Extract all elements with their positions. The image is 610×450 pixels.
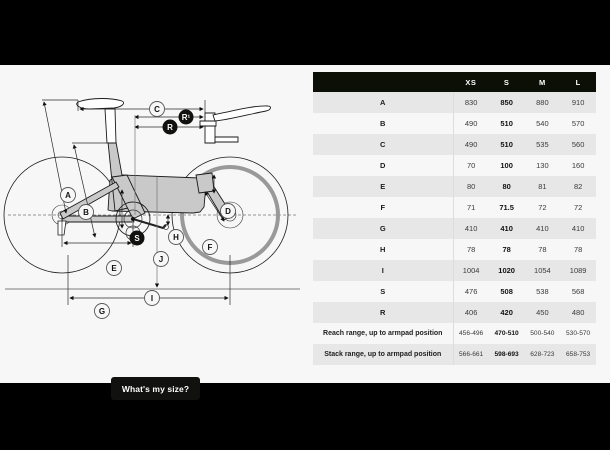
row-label: H [313, 239, 453, 260]
cell-s: 850 [489, 92, 525, 113]
svg-text:E: E [111, 264, 117, 274]
cell-s: 78 [489, 239, 525, 260]
row-label: A [313, 92, 453, 113]
cell-m: 500-540 [525, 323, 561, 344]
cell-s: 410 [489, 218, 525, 239]
column-header-s: S [489, 72, 525, 92]
content-area [0, 65, 610, 394]
cell-l: 78 [560, 239, 596, 260]
cell-xs: 456-496 [453, 323, 489, 344]
cell-xs: 80 [453, 176, 489, 197]
row-label: R [313, 302, 453, 323]
table-row [313, 302, 596, 323]
svg-text:C: C [154, 105, 160, 115]
table-header [313, 72, 596, 92]
row-label: S [313, 281, 453, 302]
cell-m: 538 [525, 281, 561, 302]
table-row [313, 344, 596, 365]
svg-text:J: J [158, 255, 164, 265]
svg-text:A: A [65, 191, 71, 201]
cell-m: 72 [525, 197, 561, 218]
cell-xs: 78 [453, 239, 489, 260]
cell-m: 540 [525, 113, 561, 134]
cell-l: 72 [560, 197, 596, 218]
svg-text:H: H [173, 233, 179, 243]
svg-text:G: G [98, 307, 106, 317]
cell-s: 1020 [489, 260, 525, 281]
column-header-m: M [525, 72, 561, 92]
cell-l: 530-570 [560, 323, 596, 344]
cell-s: 71.5 [489, 197, 525, 218]
cell-xs: 1004 [453, 260, 489, 281]
table-row [313, 176, 596, 197]
table-row [313, 218, 596, 239]
table-row [313, 134, 596, 155]
cell-s: 100 [489, 155, 525, 176]
table-row [313, 92, 596, 113]
table-row [313, 281, 596, 302]
row-label: E [313, 176, 453, 197]
svg-text:B: B [83, 208, 89, 218]
row-label: G [313, 218, 453, 239]
table-row [313, 239, 596, 260]
svg-text:R: R [167, 123, 173, 133]
bike-geometry-icon [0, 65, 305, 383]
table-body [313, 92, 596, 365]
cell-s: 470-510 [489, 323, 525, 344]
svg-text:F: F [207, 243, 213, 253]
cell-l: 480 [560, 302, 596, 323]
table-row [313, 260, 596, 281]
cell-l: 910 [560, 92, 596, 113]
cell-xs: 830 [453, 92, 489, 113]
cell-s: 420 [489, 302, 525, 323]
row-label: B [313, 113, 453, 134]
cell-s: 510 [489, 113, 525, 134]
cell-m: 1054 [525, 260, 561, 281]
letterbox-bottom [0, 383, 610, 450]
cell-xs: 490 [453, 113, 489, 134]
cell-m: 628-723 [525, 344, 561, 365]
cell-m: 130 [525, 155, 561, 176]
row-label: D [313, 155, 453, 176]
column-header-xs: XS [453, 72, 489, 92]
column-header-l: L [560, 72, 596, 92]
row-label: Reach range, up to armpad position [313, 323, 453, 344]
cell-l: 658-753 [560, 344, 596, 365]
svg-text:S: S [134, 234, 140, 244]
cell-xs: 71 [453, 197, 489, 218]
svg-text:D: D [225, 207, 231, 217]
whats-my-size-button[interactable]: What's my size? [111, 377, 200, 400]
row-label: I [313, 260, 453, 281]
cell-m: 880 [525, 92, 561, 113]
cell-l: 82 [560, 176, 596, 197]
cell-xs: 70 [453, 155, 489, 176]
table-row [313, 155, 596, 176]
table-row [313, 113, 596, 134]
row-label: Stack range, up to armpad position [313, 344, 453, 365]
cell-xs: 406 [453, 302, 489, 323]
cell-xs: 490 [453, 134, 489, 155]
svg-text:R¹: R¹ [181, 113, 191, 123]
cell-l: 160 [560, 155, 596, 176]
table-row [313, 197, 596, 218]
table-row [313, 323, 596, 344]
cell-m: 78 [525, 239, 561, 260]
table-header-row [313, 72, 596, 92]
geometry-table [313, 72, 597, 365]
cell-s: 508 [489, 281, 525, 302]
cell-xs: 566-661 [453, 344, 489, 365]
cell-s: 80 [489, 176, 525, 197]
svg-text:I: I [150, 294, 154, 304]
cell-s: 598-693 [489, 344, 525, 365]
cell-xs: 410 [453, 218, 489, 239]
cell-m: 535 [525, 134, 561, 155]
cell-xs: 476 [453, 281, 489, 302]
geometry-diagram-pane [0, 65, 305, 394]
cell-l: 568 [560, 281, 596, 302]
cell-l: 410 [560, 218, 596, 239]
row-label: C [313, 134, 453, 155]
cell-s: 510 [489, 134, 525, 155]
row-label: F [313, 197, 453, 218]
cell-m: 410 [525, 218, 561, 239]
column-header-label [313, 72, 453, 92]
cell-m: 450 [525, 302, 561, 323]
cell-l: 560 [560, 134, 596, 155]
letterbox-top [0, 0, 610, 65]
cell-l: 1089 [560, 260, 596, 281]
cell-m: 81 [525, 176, 561, 197]
cell-l: 570 [560, 113, 596, 134]
